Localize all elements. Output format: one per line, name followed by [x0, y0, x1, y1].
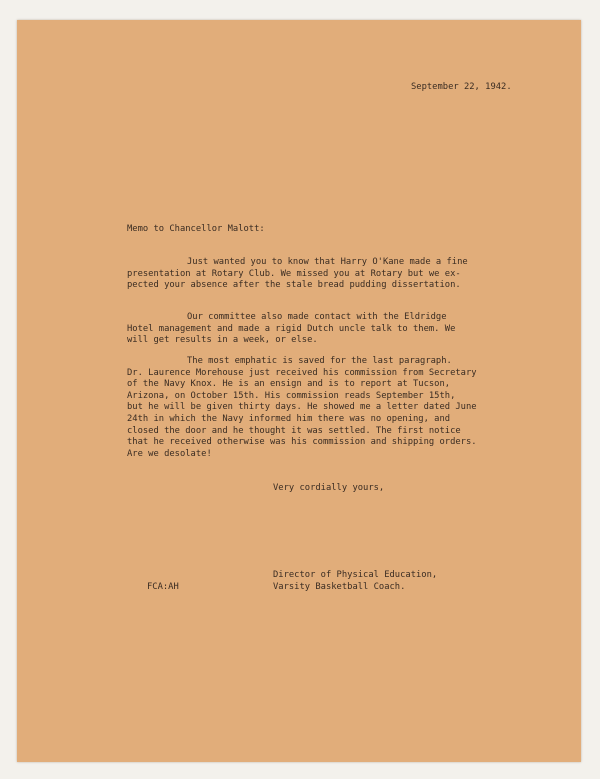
letter-page	[17, 20, 581, 762]
salutation: Memo to Chancellor Malott:	[127, 224, 265, 234]
letter-date: September 22, 1942.	[411, 82, 512, 92]
closing: Very cordially yours,	[273, 483, 385, 493]
signature-block	[273, 570, 437, 593]
paragraph-line: will get results in a week, or else.	[127, 335, 318, 346]
paragraph-line: Our committee also made contact with the Eldridge	[187, 312, 447, 322]
paragraph-line: 24th in which the Navy informed him there was no opening, and	[127, 413, 451, 424]
paragraph-line: Are we desolate!	[127, 448, 212, 459]
paragraph-line: Arizona, on October 15th. His commission reads September 15th,	[127, 390, 456, 401]
paragraph-2	[127, 312, 455, 347]
paragraph-1	[127, 257, 468, 292]
paragraph-line: Hotel management and made a rigid Dutch uncle talk to them. We	[127, 323, 456, 334]
paragraph-line: closed the door and he thought it was settled. The first notice	[127, 425, 461, 436]
paragraph-line: pected your absence after the stale bread pudding dissertation.	[127, 280, 461, 291]
signature-title: Varsity Basketball Coach.	[273, 581, 406, 592]
paragraph-line: Just wanted you to know that Harry O'Kane made a fine	[187, 257, 468, 267]
paragraph-line: The most emphatic is saved for the last paragraph.	[187, 356, 452, 366]
signature-title: Director of Physical Education,	[273, 570, 438, 580]
paragraph-3	[127, 356, 477, 460]
paragraph-line: that he received otherwise was his commission and shipping orders.	[127, 437, 477, 448]
paragraph-line: Dr. Laurence Morehouse just received his commission from Secretary	[127, 367, 477, 378]
paragraph-line: of the Navy Knox. He is an ensign and is to report at Tucson,	[127, 379, 451, 390]
paragraph-line: but he will be given thirty days. He showed me a letter dated June	[127, 402, 477, 413]
paragraph-line: presentation at Rotary Club. We missed you at Rotary but we ex-	[127, 268, 461, 279]
reference-initials: FCA:AH	[147, 582, 179, 592]
